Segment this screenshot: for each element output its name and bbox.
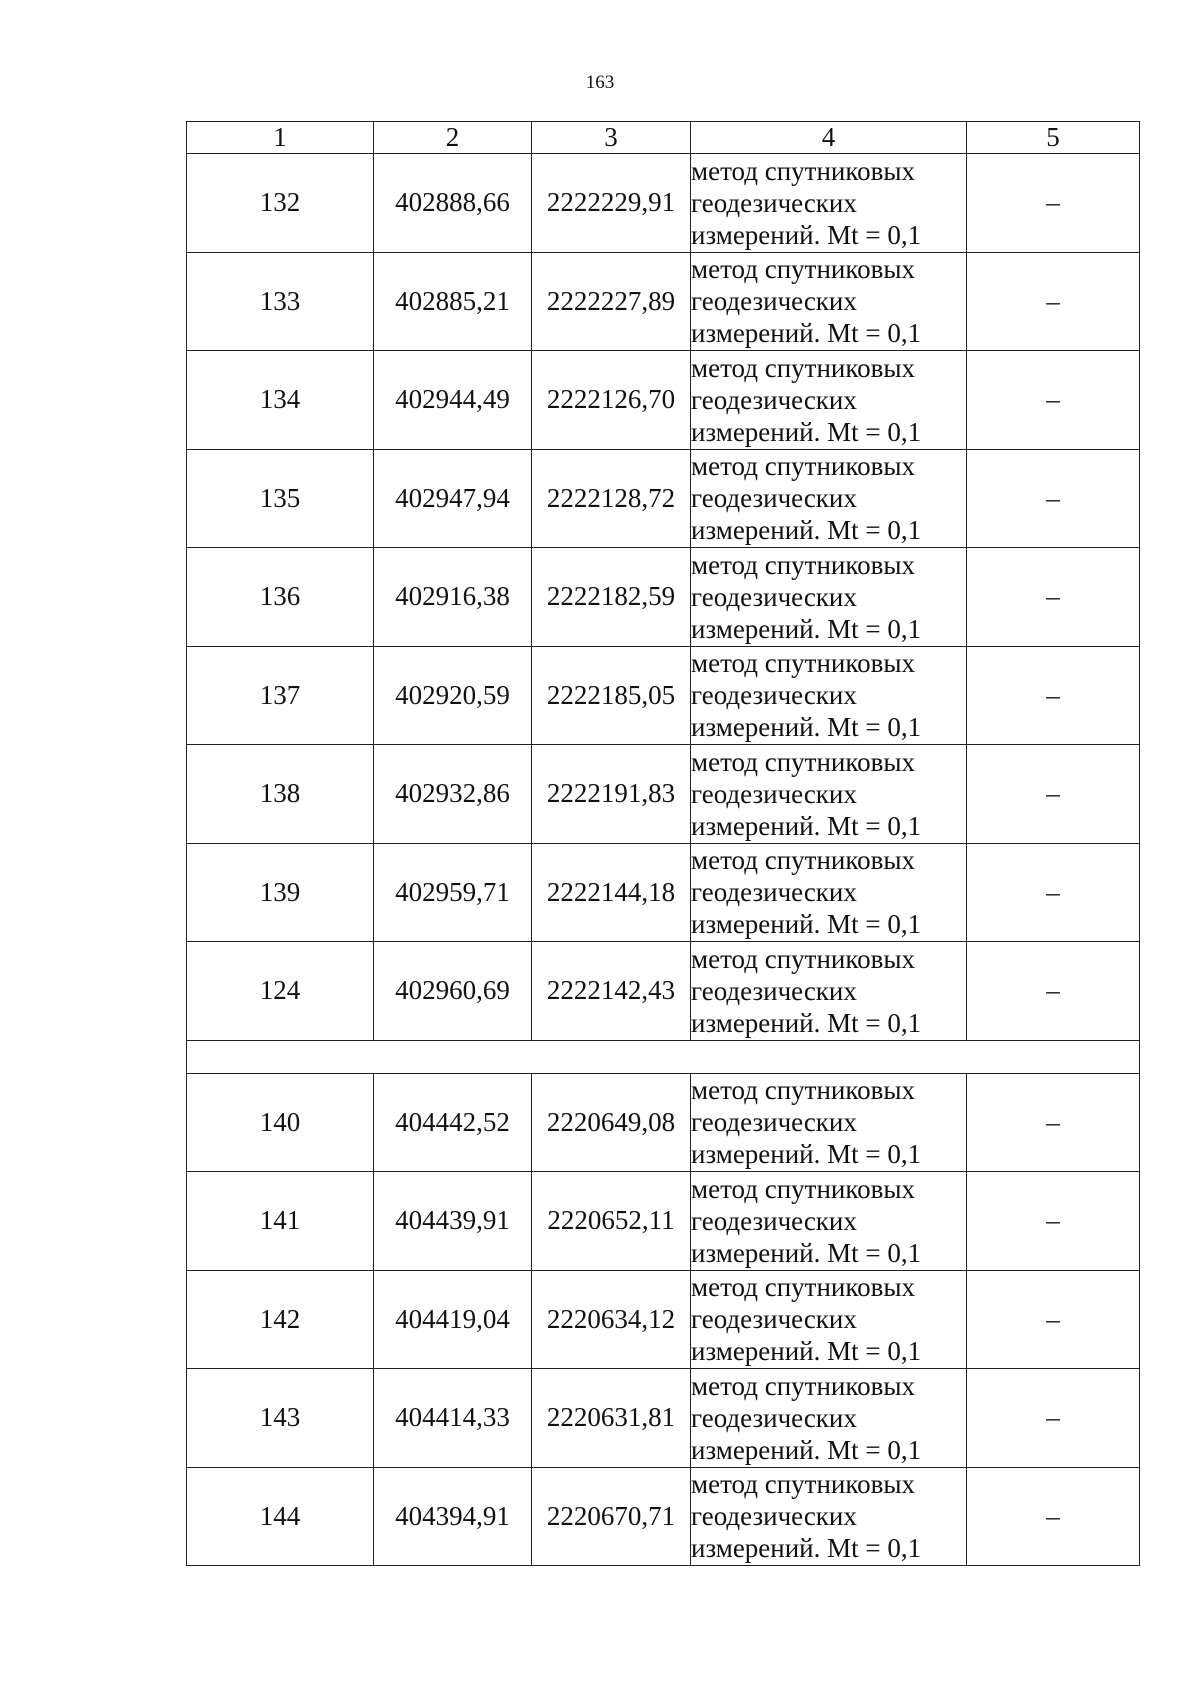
point-number-cell: 134 [187,351,374,450]
table-row [187,1467,1140,1566]
x-coordinate-cell: 402947,94 [374,449,532,548]
point-number-cell: 136 [187,548,374,647]
point-number-cell: 124 [187,942,374,1041]
method-line: геодезических [691,581,857,612]
method-line: метод спутниковых [691,352,915,383]
method-line: метод спутниковых [691,746,915,777]
point-number-cell: 137 [187,646,374,745]
method-line: метод спутниковых [691,1272,915,1303]
method-line: измерений. Mt = 0,1 [691,1434,922,1465]
y-coordinate-cell: 2222182,59 [532,548,691,647]
method-line: измерений. Mt = 0,1 [691,318,922,349]
table-row [187,646,1140,745]
note-cell: – [967,646,1140,745]
method-line: измерений. Mt = 0,1 [691,515,922,546]
method-line: геодезических [691,778,857,809]
column-header: 2 [374,122,532,154]
x-coordinate-cell: 402916,38 [374,548,532,647]
note-cell: – [967,843,1140,942]
point-number-cell: 140 [187,1073,374,1172]
method-line: измерений. Mt = 0,1 [691,1533,922,1564]
method-line: измерений. Mt = 0,1 [691,1139,922,1170]
method-line: геодезических [691,1402,857,1433]
column-header: 4 [691,122,967,154]
method-cell [691,1467,967,1566]
table-row [187,1369,1140,1468]
note-cell: – [967,1270,1140,1369]
method-line: измерений. Mt = 0,1 [691,613,922,644]
method-cell [691,154,967,253]
method-line: геодезических [691,1205,857,1236]
note-cell: – [967,1172,1140,1271]
method-cell [691,252,967,351]
method-line: метод спутниковых [691,1173,915,1204]
method-cell [691,942,967,1041]
method-line: измерений. Mt = 0,1 [691,909,922,940]
method-line: измерений. Mt = 0,1 [691,712,922,743]
note-cell: – [967,351,1140,450]
point-number-cell: 142 [187,1270,374,1369]
point-number-cell: 138 [187,745,374,844]
y-coordinate-cell: 2220631,81 [532,1369,691,1468]
method-cell [691,646,967,745]
table-row [187,154,1140,253]
method-line: метод спутниковых [691,451,915,482]
method-line: геодезических [691,1304,857,1335]
method-cell [691,1073,967,1172]
point-number-cell: 144 [187,1467,374,1566]
note-cell: – [967,942,1140,1041]
method-line: измерений. Mt = 0,1 [691,1007,922,1038]
y-coordinate-cell: 2222185,05 [532,646,691,745]
note-cell: – [967,745,1140,844]
method-line: геодезических [691,1107,857,1138]
method-cell [691,745,967,844]
page-number: 163 [585,72,615,93]
method-line: геодезических [691,187,857,218]
y-coordinate-cell: 2222191,83 [532,745,691,844]
point-number-cell: 133 [187,252,374,351]
point-number-cell: 132 [187,154,374,253]
table-row [187,449,1140,548]
point-number-cell: 143 [187,1369,374,1468]
x-coordinate-cell: 402944,49 [374,351,532,450]
x-coordinate-cell: 402959,71 [374,843,532,942]
method-line: геодезических [691,384,857,415]
method-line: геодезических [691,1501,857,1532]
method-line: геодезических [691,286,857,317]
x-coordinate-cell: 404419,04 [374,1270,532,1369]
note-cell: – [967,154,1140,253]
method-line: измерений. Mt = 0,1 [691,219,922,250]
x-coordinate-cell: 404439,91 [374,1172,532,1271]
point-number-cell: 135 [187,449,374,548]
method-line: метод спутниковых [691,549,915,580]
method-line: геодезических [691,483,857,514]
x-coordinate-cell: 402920,59 [374,646,532,745]
method-line: метод спутниковых [691,943,915,974]
method-cell [691,449,967,548]
method-line: метод спутниковых [691,648,915,679]
note-cell: – [967,1467,1140,1566]
point-number-cell: 141 [187,1172,374,1271]
method-cell [691,351,967,450]
y-coordinate-cell: 2222126,70 [532,351,691,450]
method-line: метод спутниковых [691,1370,915,1401]
coordinates-table [186,121,1140,1566]
note-cell: – [967,1073,1140,1172]
x-coordinate-cell: 404442,52 [374,1073,532,1172]
separator-row [187,1040,1140,1073]
table-row [187,1270,1140,1369]
method-cell [691,1270,967,1369]
method-cell [691,1369,967,1468]
table-row [187,351,1140,450]
note-cell: – [967,1369,1140,1468]
method-line: измерений. Mt = 0,1 [691,810,922,841]
x-coordinate-cell: 402888,66 [374,154,532,253]
x-coordinate-cell: 402960,69 [374,942,532,1041]
method-line: метод спутниковых [691,1075,915,1106]
table-row [187,942,1140,1041]
method-line: метод спутниковых [691,155,915,186]
method-line: геодезических [691,877,857,908]
separator-cell [187,1040,1140,1073]
y-coordinate-cell: 2220649,08 [532,1073,691,1172]
x-coordinate-cell: 404414,33 [374,1369,532,1468]
method-line: измерений. Mt = 0,1 [691,1336,922,1367]
table-body [187,122,1140,1566]
table-row [187,548,1140,647]
method-cell [691,843,967,942]
note-cell: – [967,252,1140,351]
y-coordinate-cell: 2220634,12 [532,1270,691,1369]
method-line: измерений. Mt = 0,1 [691,416,922,447]
note-cell: – [967,449,1140,548]
y-coordinate-cell: 2222142,43 [532,942,691,1041]
table-row [187,1073,1140,1172]
x-coordinate-cell: 402885,21 [374,252,532,351]
note-cell: – [967,548,1140,647]
method-line: метод спутниковых [691,254,915,285]
method-line: геодезических [691,975,857,1006]
method-line: измерений. Mt = 0,1 [691,1237,922,1268]
y-coordinate-cell: 2222128,72 [532,449,691,548]
method-line: метод спутниковых [691,1469,915,1500]
header-row [187,122,1140,154]
column-header: 1 [187,122,374,154]
method-cell [691,1172,967,1271]
x-coordinate-cell: 404394,91 [374,1467,532,1566]
x-coordinate-cell: 402932,86 [374,745,532,844]
method-line: геодезических [691,680,857,711]
y-coordinate-cell: 2220652,11 [532,1172,691,1271]
table-row [187,1172,1140,1271]
table-row [187,745,1140,844]
table-row [187,843,1140,942]
column-header: 5 [967,122,1140,154]
table-row [187,252,1140,351]
y-coordinate-cell: 2220670,71 [532,1467,691,1566]
method-line: метод спутниковых [691,845,915,876]
column-header: 3 [532,122,691,154]
y-coordinate-cell: 2222144,18 [532,843,691,942]
method-cell [691,548,967,647]
y-coordinate-cell: 2222227,89 [532,252,691,351]
y-coordinate-cell: 2222229,91 [532,154,691,253]
point-number-cell: 139 [187,843,374,942]
